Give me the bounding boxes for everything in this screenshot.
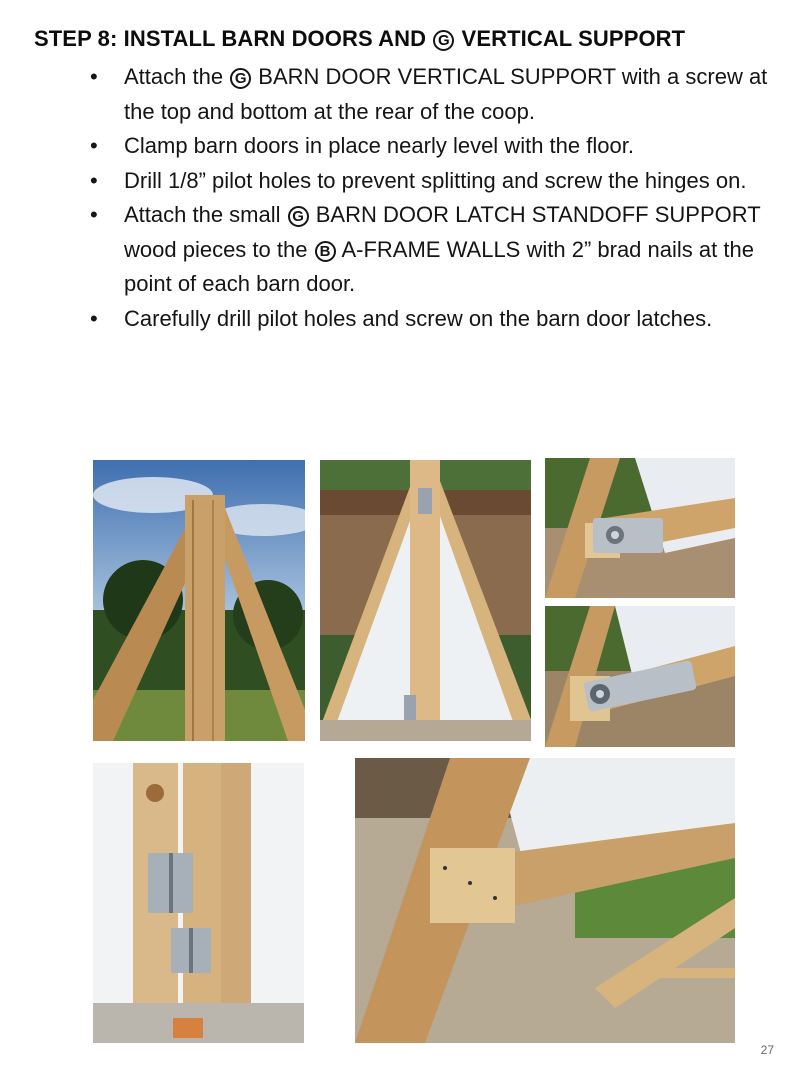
- circled-letter-g: G: [433, 30, 454, 51]
- instruction-text: Carefully drill pilot holes and screw on the barn door latches.: [124, 305, 713, 331]
- instruction-text: Clamp barn doors in place nearly level with the floor.: [124, 133, 634, 158]
- photo-latch-standoff-closeup: [545, 458, 735, 598]
- step-title-text: STEP 8: INSTALL BARN DOORS AND: [34, 26, 433, 51]
- instruction-item: [90, 302, 770, 337]
- instruction-text: Attach the small: [124, 202, 287, 227]
- bullet: •: [90, 133, 98, 158]
- page-number: 27: [760, 1043, 774, 1057]
- photo-door-hinges: [93, 763, 304, 1043]
- photo-latch-second-view: [545, 606, 735, 747]
- instruction-list: [90, 60, 770, 336]
- step-title: [34, 26, 685, 52]
- photo-aframe-peak-sky: [93, 460, 305, 741]
- instruction-text: Attach the: [124, 64, 230, 89]
- photo-latch-standoff-large: [355, 758, 735, 1043]
- instruction-item: [90, 129, 770, 164]
- step-title-text-end: VERTICAL SUPPORT: [455, 26, 686, 51]
- instruction-text: A-FRAME WALLS with 2” brad nails at the point of each barn door.: [124, 236, 754, 296]
- circled-letter-g: G: [288, 206, 309, 227]
- instruction-text: BARN DOOR LATCH STANDOFF SUPPORT wood pieces to the: [124, 202, 761, 262]
- bullet: •: [90, 305, 98, 331]
- instruction-item: [90, 198, 770, 302]
- bullet: •: [90, 64, 98, 89]
- instruction-text: BARN DOOR VERTICAL SUPPORT with a screw at the top and bottom at the rear of the coop.: [124, 64, 768, 124]
- instruction-item: [90, 164, 770, 199]
- instruction-text: Drill 1/8” pilot holes to prevent splitting and screw the hinges on.: [124, 167, 747, 193]
- photo-aframe-white-wall-hinges: [320, 460, 531, 741]
- circled-letter-g: G: [230, 68, 251, 89]
- circled-letter-b: B: [315, 241, 336, 262]
- instruction-item: [90, 60, 770, 129]
- bullet: •: [90, 167, 98, 193]
- bullet: •: [90, 202, 98, 227]
